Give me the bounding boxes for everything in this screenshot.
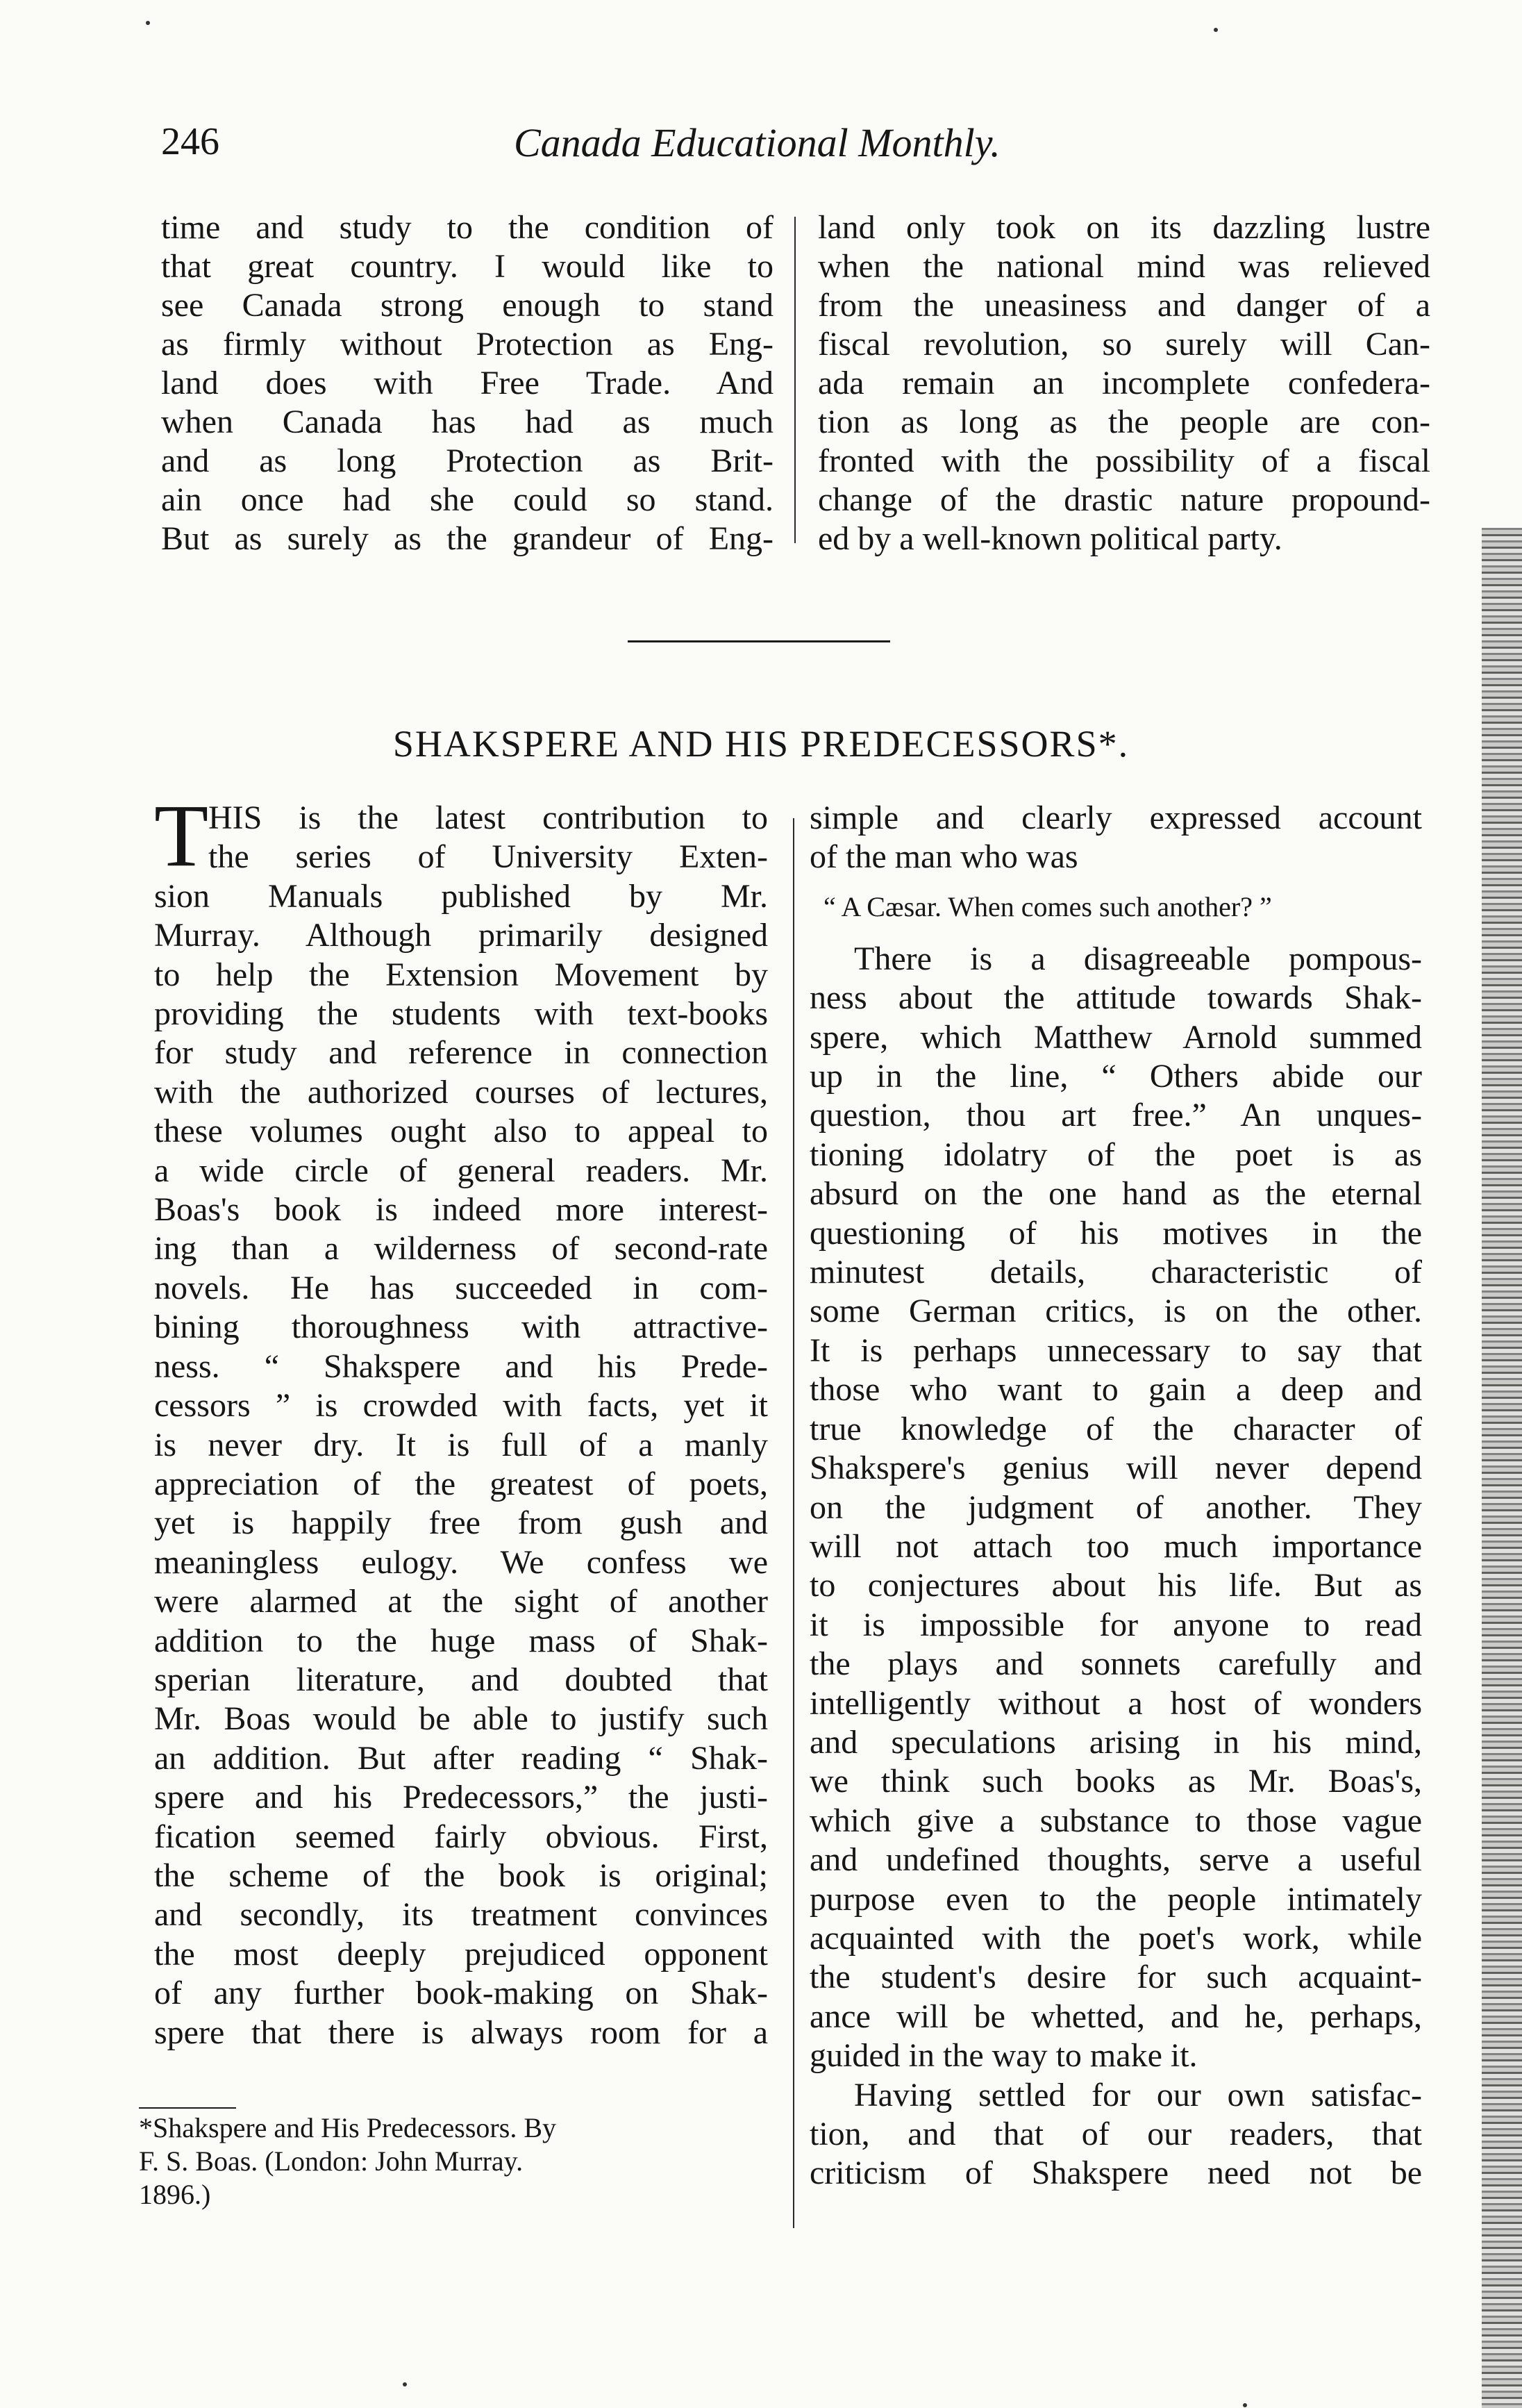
text-line: with the authorized courses of lectures, (154, 1073, 768, 1111)
journal-title: Canada Educational Monthly. (514, 120, 1001, 165)
text-line: acquainted with the poet's work, while (810, 1919, 1422, 1957)
text-line: tion, and that of our readers, that (810, 2116, 1422, 2152)
text-line: tion as long as the people are con- (818, 404, 1430, 440)
text-line: fiscal revolution, so surely will Can- (818, 326, 1430, 363)
text-line: yet is happily free from gush and (154, 1504, 768, 1542)
text-line: of any further book-making on Shak- (154, 1975, 768, 2012)
previous-article-left-column (161, 208, 773, 558)
text-line: up in the line, “ Others abide our (810, 1058, 1422, 1095)
text-line: time and study to the condition of (161, 209, 773, 246)
text-line: bining thoroughness with attractive- (154, 1309, 768, 1346)
scan-speck (403, 2382, 407, 2386)
text-line: were alarmed at the sight of another (154, 1583, 768, 1620)
text-line: simple and clearly expressed account (810, 799, 1422, 836)
text-line: fronted with the possibility of a fiscal (818, 442, 1430, 479)
text-line: ed by a well-known political party. (818, 520, 1282, 557)
text-line: for study and reference in connection (154, 1034, 768, 1072)
text-line: and undefined thoughts, serve a useful (810, 1841, 1422, 1879)
text-line: ness. “ Shakspere and his Prede- (154, 1347, 768, 1385)
text-line: But as surely as the grandeur of Eng- (161, 520, 773, 557)
text-line: sion Manuals published by Mr. (154, 877, 768, 915)
text-line: it is impossible for anyone to read (810, 1606, 1422, 1643)
text-line: ain once had she could so stand. (161, 481, 773, 518)
text-line: the series of University Exten- (208, 838, 768, 876)
text-line: ada remain an incomplete confedera- (818, 365, 1430, 401)
text-line: the student's desire for such acquaint- (810, 1959, 1422, 1996)
text-line: ness about the attitude towards Shak- (810, 979, 1422, 1017)
text-line: an addition. But after reading “ Shak- (154, 1739, 768, 1777)
text-line: change of the drastic nature propound- (818, 481, 1430, 518)
text-line: a wide circle of general readers. Mr. (154, 1152, 768, 1189)
text-line: spere, which Matthew Arnold summed (810, 1018, 1422, 1056)
text-line: tioning idolatry of the poet is as (810, 1136, 1422, 1173)
page-number: 246 (161, 120, 219, 163)
text-line: those who want to gain a deep and (810, 1371, 1422, 1409)
text-line: of the man who was (810, 838, 1078, 876)
text-line: spere that there is always room for a (154, 2013, 768, 2051)
text-line: It is perhaps unnecessary to say that (810, 1331, 1422, 1369)
drop-cap: T (154, 786, 209, 885)
scan-speck (146, 21, 150, 25)
text-line: when the national mind was relieved (818, 248, 1430, 285)
text-line: HIS is the latest contribution to (208, 799, 768, 836)
text-line: cessors ” is crowded with facts, yet it (154, 1387, 768, 1425)
text-line: and secondly, its treatment convinces (154, 1896, 768, 1934)
text-line: ing than a wilderness of second-rate (154, 1230, 768, 1268)
column-divider (794, 217, 796, 543)
text-line: and as long Protection as Brit- (161, 442, 773, 479)
text-line: purpose even to the people intimately (810, 1880, 1422, 1918)
text-line: to help the Extension Movement by (154, 956, 768, 993)
text-line: and speculations arising in his mind, (810, 1723, 1422, 1761)
text-line: criticism of Shakspere need not be (810, 2154, 1422, 2192)
article-title: SHAKSPERE AND HIS PREDECESSORS*. (392, 723, 1130, 765)
text-line: fication seemed fairly obvious. First, (154, 1818, 768, 1855)
text-line: providing the students with text-books (154, 995, 768, 1033)
text-line: from the uneasiness and danger of a (818, 287, 1430, 324)
text-line: the plays and sonnets carefully and (810, 1645, 1422, 1683)
text-line: land only took on its dazzling lustre (818, 209, 1430, 246)
text-line: Having settled for our own satisfac- (854, 2076, 1422, 2114)
column-divider (793, 818, 794, 2228)
text-line: spere and his Predecessors,” the justi- (154, 1779, 768, 1816)
text-line: guided in the way to make it. (810, 2037, 1198, 2075)
text-line: sperian literature, and doubted that (154, 1661, 768, 1698)
footnote-divider (139, 2107, 236, 2109)
text-line: land does with Free Trade. And (161, 365, 773, 401)
text-line: Murray. Although primarily designed (154, 917, 768, 954)
text-line: see Canada strong enough to stand (161, 287, 773, 324)
text-line: to conjectures about his life. But as (810, 1567, 1422, 1604)
text-line: questioning of his motives in the (810, 1214, 1422, 1252)
text-line: addition to the huge mass of Shak- (154, 1622, 768, 1659)
text-line: appreciation of the greatest of poets, (154, 1465, 768, 1502)
running-header (161, 119, 1125, 168)
article-right-column (810, 799, 1422, 2193)
text-line: the scheme of the book is original; (154, 1857, 768, 1894)
text-line: novels. He has succeeded in com- (154, 1269, 768, 1306)
text-line: is never dry. It is full of a manly (154, 1426, 768, 1463)
footnote-line: 1896.) (139, 2179, 211, 2210)
text-line: some German critics, is on the other. (810, 1293, 1422, 1330)
text-line: absurd on the one hand as the eternal (810, 1175, 1422, 1213)
text-line: ance will be whetted, and he, perhaps, (810, 1998, 1422, 2035)
scanned-page-edge (1482, 528, 1522, 2408)
footnote-line: F. S. Boas. (London: John Murray. (139, 2145, 524, 2177)
footnote-line: *Shakspere and His Predecessors. By (139, 2112, 556, 2143)
text-line: we think such books as Mr. Boas's, (810, 1763, 1422, 1800)
text-line: meaningless eulogy. We confess we (154, 1543, 768, 1581)
scan-speck (1243, 2403, 1247, 2407)
scan-speck (1214, 28, 1218, 32)
article-left-column (154, 786, 768, 2052)
text-line: will not attach too much importance (810, 1527, 1422, 1565)
text-line: these volumes ought also to appeal to (154, 1113, 768, 1150)
text-line: There is a disagreeable pompous- (854, 940, 1422, 977)
text-line: Shakspere's genius will never depend (810, 1450, 1422, 1487)
text-line: the most deeply prejudiced opponent (154, 1935, 768, 1973)
footnote (139, 2111, 750, 2211)
text-line: as firmly without Protection as Eng- (161, 326, 773, 363)
text-line: minutest details, characteristic of (810, 1254, 1422, 1291)
text-line: which give a substance to those vague (810, 1802, 1422, 1839)
block-quote: “ A Cæsar. When comes such another? ” (823, 890, 1272, 922)
text-line: that great country. I would like to (161, 248, 773, 285)
text-line: on the judgment of another. They (810, 1488, 1422, 1526)
text-line: Boas's book is indeed more interest- (154, 1191, 768, 1229)
text-line: true knowledge of the character of (810, 1410, 1422, 1447)
text-line: Mr. Boas would be able to justify such (154, 1700, 768, 1738)
section-divider (628, 640, 890, 642)
text-line: intelligently without a host of wonders (810, 1684, 1422, 1722)
text-line: when Canada has had as much (161, 404, 773, 440)
text-line: question, thou art free.” An unques- (810, 1097, 1422, 1134)
previous-article-right-column (818, 208, 1430, 558)
